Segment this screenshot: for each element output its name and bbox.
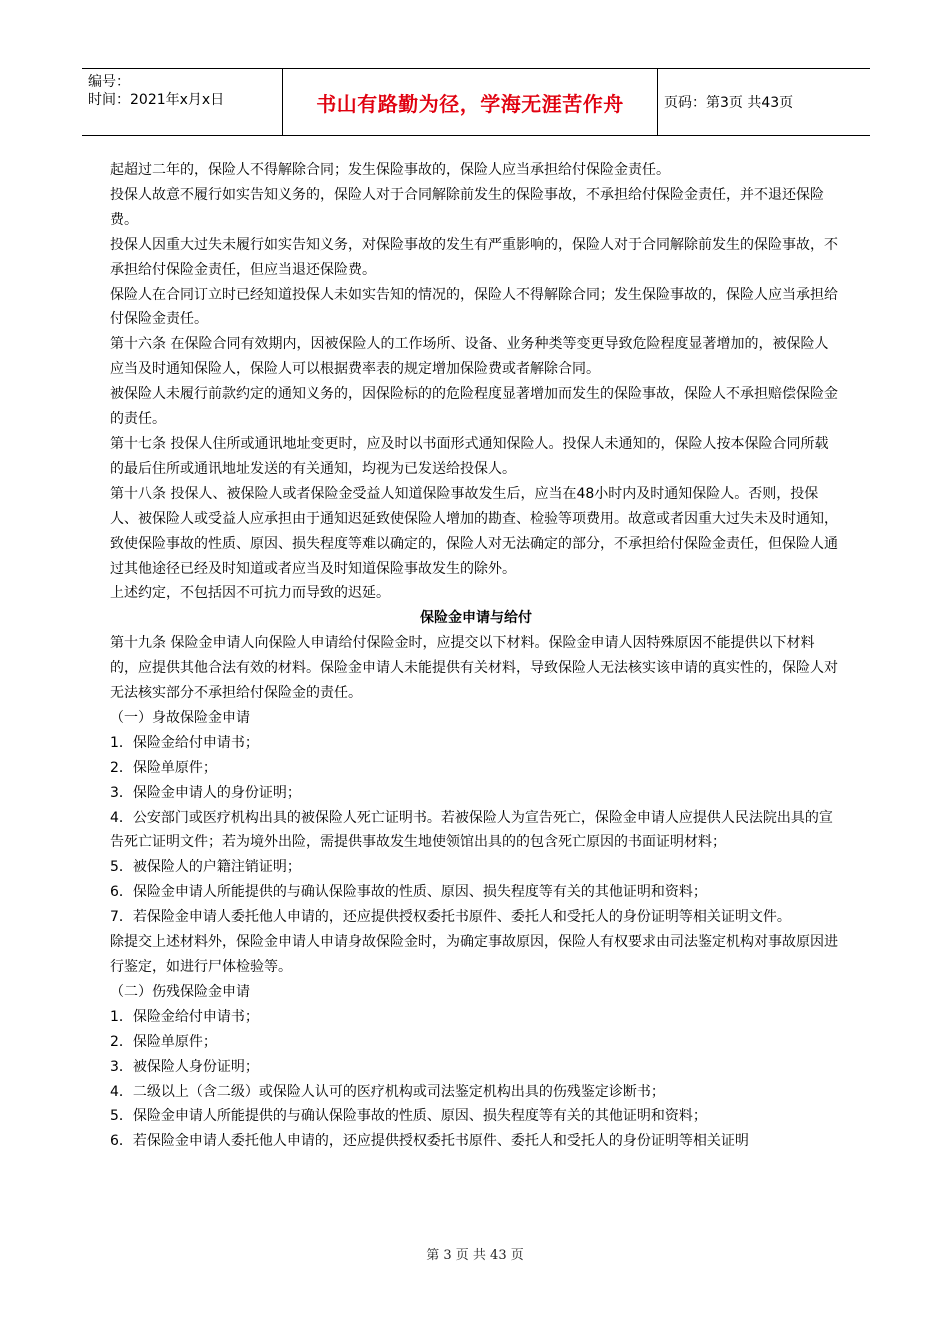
document-body [110, 158, 842, 1154]
paragraph: 第十六条 在保险合同有效期内，因被保险人的工作场所、设备、业务种类等变更导致危险程度显著增加的，被保险人应当及时通知保险人，保险人可以根据费率表的规定增加保险费或者解除合同。 [110, 336, 829, 378]
paragraph: 1．保险金给付申请书； [110, 1008, 259, 1025]
paragraph: 投保人因重大过失未履行如实告知义务，对保险事故的发生有严重影响的，保险人对于合同解除前发生的保险事故，不承担给付保险金责任，但应当退还保险费。 [110, 236, 838, 278]
paragraph: 第十七条 投保人住所或通讯地址变更时，应及时以书面形式通知保险人。投保人未通知的，保险人按本保险合同所载的最后住所或通讯地址发送的有关通知，均视为已发送给投保人。 [110, 435, 829, 477]
document-date: 时间：2021年x月x日 [88, 92, 225, 108]
paragraph: 5．被保险人的户籍注销证明； [110, 859, 301, 876]
paragraph: 第十九条 保险金申请人向保险人申请给付保险金时，应提交以下材料。保险金申请人因特殊原因不能提供以下材料的，应提供其他合法有效的材料。保险金申请人未能提供有关材料，导致保险人无法核实该申请的真实性的，保险人对无法核实部分不承担给付保险金的责任。 [110, 635, 838, 702]
paragraph: （二）伤残保险金申请 [110, 983, 250, 1000]
paragraph: 除提交上述材料外，保险金申请人申请身故保险金时，为确定事故原因，保险人有权要求由司法鉴定机构对事故原因进行鉴定，如进行尸体检验等。 [110, 934, 838, 975]
paragraph: 6．保险金申请人所能提供的与确认保险事故的性质、原因、损失程度等有关的其他证明和资料； [110, 884, 707, 901]
paragraph: 6．若保险金申请人委托他人申请的，还应提供授权委托书原件、委托人和受托人的身份证明等相关证明 [110, 1133, 749, 1150]
paragraph: 2．保险单原件； [110, 759, 217, 776]
paragraph: 起超过二年的，保险人不得解除合同；发生保险事故的，保险人应当承担给付保险金责任。 [110, 162, 670, 178]
page-header [82, 68, 870, 136]
paragraph: 3．保险金申请人的身份证明； [110, 784, 301, 801]
paragraph: 保险人在合同订立时已经知道投保人未如实告知的情况的，保险人不得解除合同；发生保险事故的，保险人应当承担给付保险金责任。 [110, 286, 838, 328]
section-heading: 保险金申请与给付 [420, 610, 532, 627]
document-number-label: 编号： [88, 74, 130, 90]
paragraph: 4．二级以上（含二级）或保险人认可的医疗机构或司法鉴定机构出具的伤残鉴定诊断书； [110, 1083, 665, 1100]
paragraph: （一）身故保险金申请 [110, 709, 250, 726]
header-page-info: 页码：第3页 共43页 [664, 95, 794, 111]
header-motto: 书山有路勤为径，学海无涯苦作舟 [282, 69, 658, 135]
paragraph: 投保人故意不履行如实告知义务的，保险人对于合同解除前发生的保险事故，不承担给付保险金责任，并不退还保险费。 [110, 186, 824, 228]
paragraph: 被保险人未履行前款约定的通知义务的，因保险标的的危险程度显著增加而发生的保险事故，保险人不承担赔偿保险金的责任。 [110, 386, 838, 428]
paragraph: 3．被保险人身份证明； [110, 1058, 259, 1075]
paragraph: 2．保险单原件； [110, 1033, 217, 1050]
page-footer: 第 3 页 共 43 页 [426, 1248, 524, 1263]
paragraph: 第十八条 投保人、被保险人或者保险金受益人知道保险事故发生后，应当在48小时内及时通知保险人。否则，投保人、被保险人或受益人应承担由于通知迟延致使保险人增加的勘查、检验等项费用。故意或者因重大过失未及时通知，致使保险事故的性质、原因、损失程度等难以确定的，保险人对无法确定的部分，不承担给付保险金责任，但保险人通过其他途径已经及时知道或者应当及时知道保险事故发生的除外。 [110, 485, 838, 577]
header-meta [82, 69, 282, 135]
paragraph: 1．保险金给付申请书； [110, 734, 259, 751]
paragraph: 4．公安部门或医疗机构出具的被保险人死亡证明书。若被保险人为宣告死亡，保险金申请人应提供人民法院出具的宣告死亡证明文件；若为境外出险，需提供事故发生地使领馆出具的的包含死亡原因的书面证明材料； [110, 809, 833, 851]
paragraph: 上述约定，不包括因不可抗力而导致的迟延。 [110, 585, 390, 602]
paragraph: 5．保险金申请人所能提供的与确认保险事故的性质、原因、损失程度等有关的其他证明和资料； [110, 1108, 707, 1125]
paragraph: 7．若保险金申请人委托他人申请的，还应提供授权委托书原件、委托人和受托人的身份证明等相关证明文件。 [110, 909, 791, 926]
